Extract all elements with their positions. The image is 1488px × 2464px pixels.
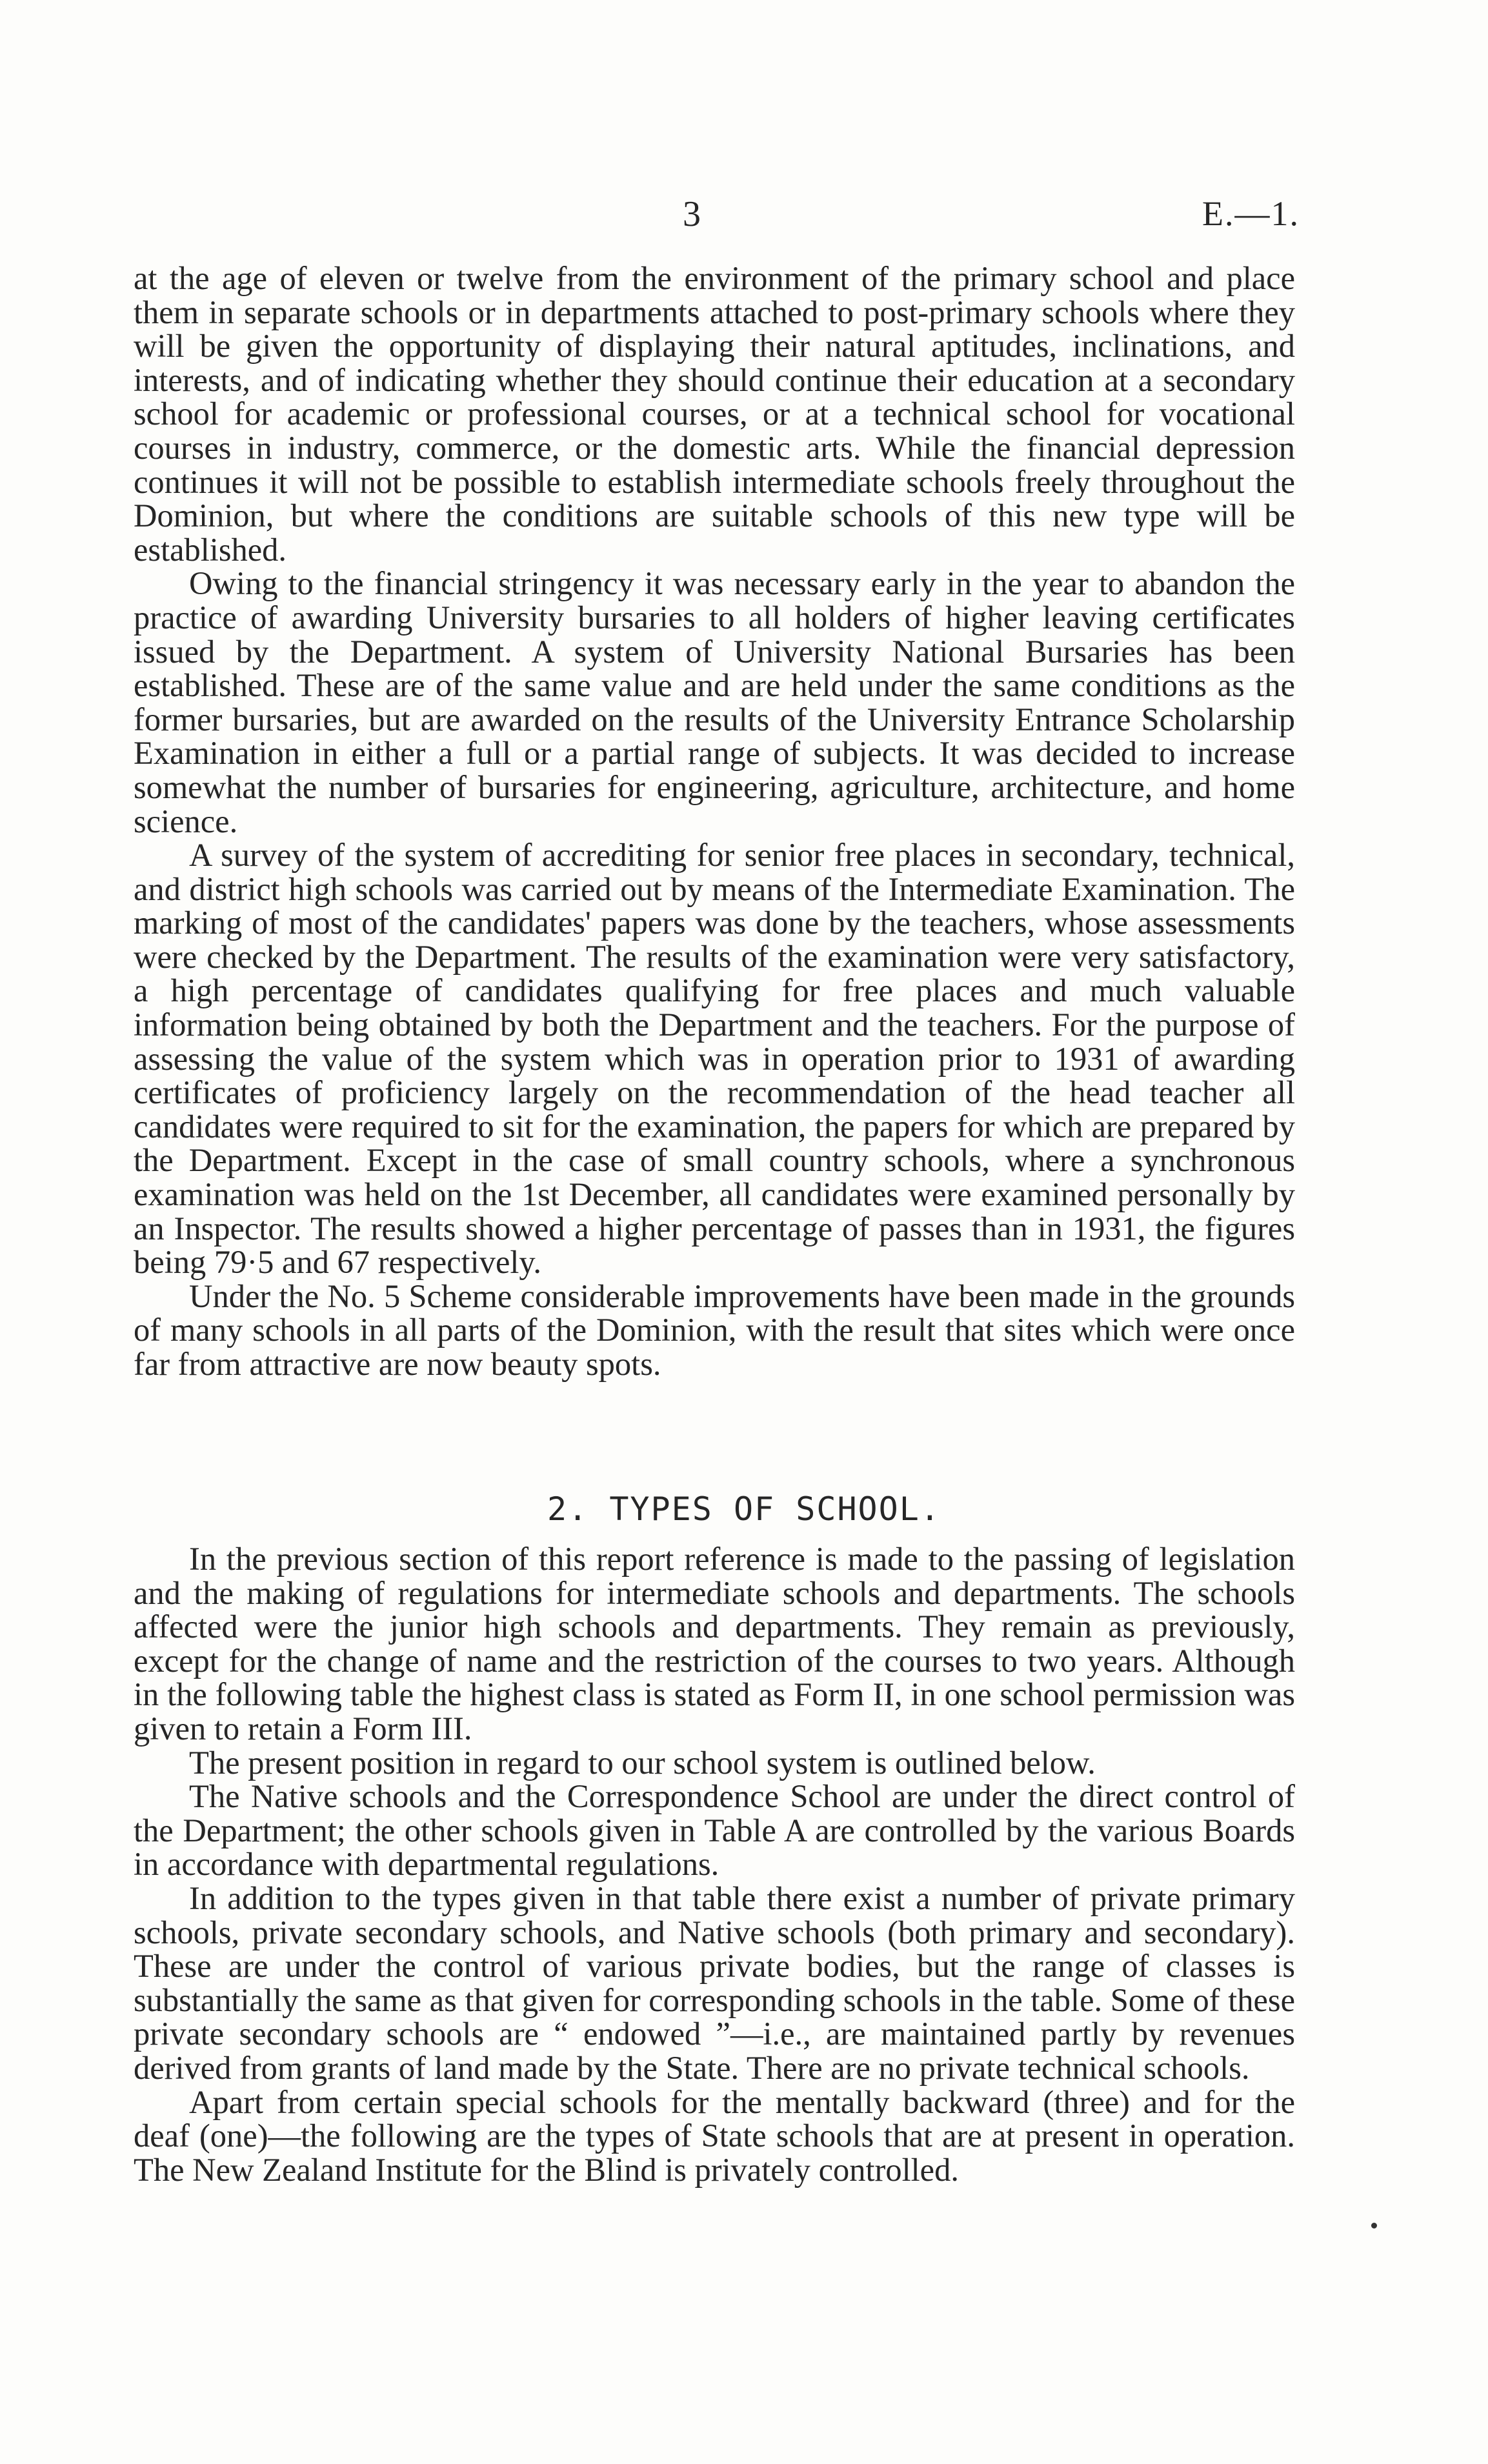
margin-mark [1371, 2223, 1377, 2229]
paragraph-intermediate-legislation: In the previous section of this report reference is made to the passing of legislation and the making of regulations for intermediate schools and departments. The schools affected were the junior high schools and departments. They remain as previously, except for the change of name and the restriction of the courses to two years. Although in the following table the highest class is stated as Form II, in one school permission was given to retain a Form III. [134, 1541, 1295, 1747]
section-one-body [134, 261, 1295, 1381]
paragraph-native-correspondence: The Native schools and the Correspondence School are under the direct control of the Department; the other schools given in Table A are controlled by the various Boards in accordance with departmental regulations. [134, 1778, 1295, 1883]
section-two-body [134, 1542, 1295, 2187]
section-heading-types-of-school: 2. TYPES OF SCHOOL. [547, 1490, 941, 1528]
paragraph-continuation: at the age of eleven or twelve from the environment of the primary school and place them in separate schools or in departments attached to post-primary schools where they will be given the opportunity of displaying their natural aptitudes, inclinations, and interests, and of indicating whether they should continue their education at a secondary school for academic or professional courses, or at a technical school for vocational courses in industry, commerce, or the domestic arts. While the financial depression continues it will not be possible to establish intermediate schools freely throughout the Dominion, but where the conditions are suitable schools of this new type will be established. [134, 260, 1295, 568]
paragraph-private-schools: In addition to the types given in that table there exist a number of private primary schools, private secondary schools, and Native schools (both primary and secondary). These are under the control of various private bodies, but the range of classes is substantially the same as that given for corresponding schools in the table. Some of these private secondary schools are “ endowed ”—i.e., are maintained partly by revenues derived from grants of land made by the State. There are no private technical schools. [134, 1879, 1295, 2086]
paragraph-bursaries: Owing to the financial stringency it was necessary early in the year to abandon the practice of awarding University bursaries to all holders of higher leaving certificates issued by the Department. A system of University National Bursaries has been established. These are of the same value and are held under the same conditions as the former bursaries, but are awarded on the results of the University Entrance Scholarship Examination in either a full or a partial range of subjects. It was decided to increase somewhat the number of bursaries for engineering, agriculture, architecture, and home science. [134, 565, 1295, 839]
paragraph-present-position: The present position in regard to our school system is outlined below. [189, 1744, 1096, 1781]
paragraph-special-schools: Apart from certain special schools for the mentally backward (three) and for the deaf (one)—the following are the types of State schools that are at present in operation. The New Zealand Institute for the Blind is privately controlled. [134, 2083, 1295, 2188]
paragraph-accrediting-survey: A survey of the system of accrediting for senior free places in secondary, technical, and district high schools was carried out by means of the Intermediate Examination. The marking of most of the candidates' papers was done by the teachers, whose assessments were checked by the Department. The results of the examination were very satisfactory, a high percentage of candidates qualifying for free places and much valuable information being obtained by both the Department and the teachers. For the purpose of assessing the value of the system which was in operation prior to 1931 of awarding certificates of proficiency largely on the recommendation of the head teacher all candidates were required to sit for the examination, the papers for which are prepared by the Department. Except in the case of small country schools, where a synchronous examination was held on the 1st December, all candidates were examined personally by an Inspector. The results showed a higher percentage of passes than in 1931, the figures being 79·5 and 67 respectively. [134, 837, 1295, 1281]
report-code: E.—1. [1202, 194, 1300, 233]
paragraph-no5-scheme: Under the No. 5 Scheme considerable improvements have been made in the grounds of many schools in all parts of the Dominion, with the result that sites which were once far from attractive are now beauty spots. [134, 1277, 1295, 1382]
page-number: 3 [683, 194, 701, 234]
